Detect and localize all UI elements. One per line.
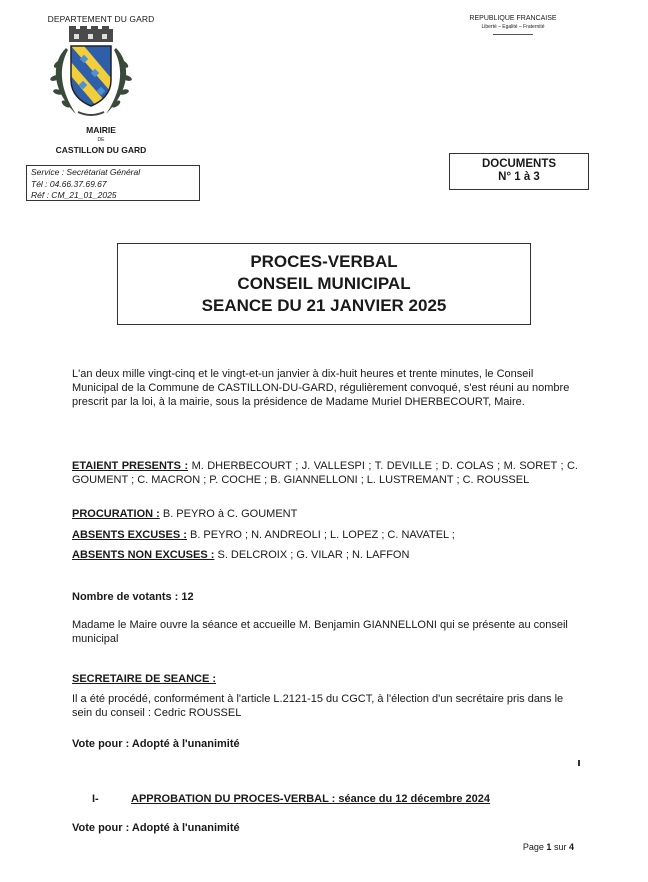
page-current: 1 — [546, 842, 552, 852]
absents-non-excuses-label: ABSENTS NON EXCUSES : — [72, 549, 215, 561]
presents-paragraph — [72, 459, 578, 487]
documents-range: N° 1 à 3 — [498, 171, 540, 183]
ouverture-paragraph: Madame le Maire ouvre la séance et accueille M. Benjamin GIANNELLONI qui se présente au conseil municipal — [72, 619, 568, 645]
vote-result-2: Vote pour : Adopté à l'unanimité — [72, 822, 240, 834]
reference-line: Réf : CM_21_01_2025 — [31, 190, 117, 200]
section-number: I- — [92, 793, 99, 805]
sur-word: sur — [553, 842, 567, 852]
absents-non-excuses-text: S. DELCROIX ; G. VILAR ; N. LAFFON — [214, 549, 410, 561]
secretaire-paragraph: Il a été procédé, conformément à l'article L.2121-15 du CGCT, à l'élection d'un secrétaire pris dans le sein du conseil : Cedric ROUSSEL — [72, 693, 564, 719]
absents-non-excuses-line — [72, 548, 578, 562]
page-number — [500, 842, 574, 852]
vote-result-1: Vote pour : Adopté à l'unanimité — [72, 738, 240, 750]
documents-box — [449, 153, 589, 190]
page-word: Page — [522, 842, 544, 852]
commune-name: CASTILLON DU GARD — [55, 145, 147, 155]
department-label: DEPARTEMENT DU GARD — [47, 14, 155, 24]
documents-title: DOCUMENTS — [481, 158, 557, 170]
mairie-title: MAIRIE — [86, 125, 116, 135]
margin-mark — [578, 760, 580, 766]
section-title: APPROBATION DU PROCES-VERBAL : séance du 12 décembre 2024 — [131, 793, 491, 805]
intro-paragraph: L'an deux mille vingt-cinq et le vingt-et-un janvier à dix-huit heures et trente minutes, le Conseil Municipal de la Commune de CASTILLON-DU-GARD, régulièrement convoqué, s'est réuni au nombre prescrit par la loi, à la mairie, sous la présidence de Madame Muriel DHERBECOURT, Maire. — [72, 368, 570, 408]
presents-label: ETAIENT PRESENTS : — [72, 460, 189, 472]
crown-icon — [69, 26, 113, 42]
mairie-label — [40, 124, 162, 156]
title-line-3: SEANCE DU 21 JANVIER 2025 — [201, 296, 447, 315]
service-box — [26, 165, 200, 201]
republique-block — [462, 15, 564, 35]
secretaire-heading: SECRETAIRE DE SEANCE : — [72, 673, 217, 685]
absents-excuses-text: B. PEYRO ; N. ANDREOLI ; L. LOPEZ ; C. NAVATEL ; — [186, 529, 455, 541]
absents-excuses-label: ABSENTS EXCUSES : — [72, 529, 187, 541]
procuration-text: B. PEYRO à C. GOUMENT — [159, 508, 298, 520]
republique-label: REPUBLIQUE FRANCAISE — [469, 15, 557, 22]
mairie-de: DE — [97, 137, 105, 143]
title-line-1: PROCES-VERBAL — [250, 252, 398, 271]
service-line: Service : Secrétariat Général — [31, 167, 141, 177]
procuration-line — [72, 507, 578, 521]
republique-divider — [493, 34, 533, 35]
votants-count: Nombre de votants : 12 — [72, 591, 194, 603]
coat-of-arms-icon — [46, 26, 136, 122]
page-total: 4 — [568, 842, 574, 852]
absents-excuses-line — [72, 528, 578, 542]
title-line-2: CONSEIL MUNICIPAL — [237, 274, 411, 293]
procuration-label: PROCURATION : — [72, 508, 160, 520]
title-box — [117, 243, 531, 325]
phone-line: Tél : 04.66.37.69.67 — [31, 178, 107, 189]
presents-text: M. DHERBECOURT ; J. VALLESPI ; T. DEVILLE ; D. COLAS ; M. SORET ; C. GOUMENT ; C. MACRON ; P. COCHE ; B. GIANNELLONI ; L. LUSTREMANT ; C. ROUSSEL — [72, 460, 578, 486]
republique-motto: Liberté – Egalité – Fraternité — [481, 24, 545, 30]
shield-icon — [71, 46, 111, 108]
